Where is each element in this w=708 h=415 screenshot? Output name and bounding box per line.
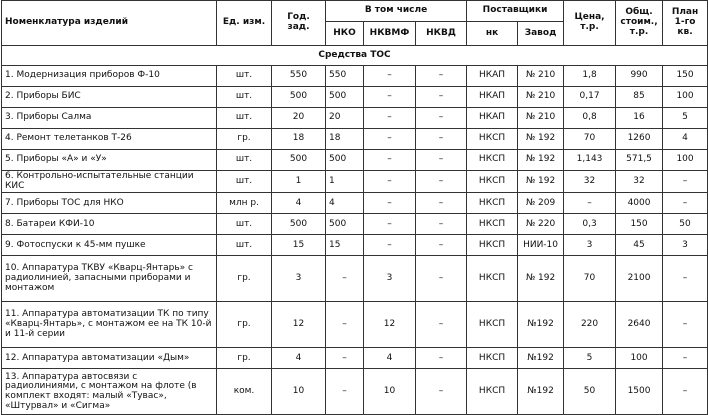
- cell-unit: шт.: [217, 66, 272, 87]
- header-nkvd: НКВД: [416, 22, 467, 46]
- cell-nko: 4: [326, 193, 364, 214]
- cell-nk: НКАП: [467, 87, 518, 108]
- cell-annual: 20: [272, 108, 326, 129]
- header-nk: нк: [467, 22, 518, 46]
- header-nko: НКО: [326, 22, 364, 46]
- cell-plant: № 210: [518, 66, 564, 87]
- cell-annual: 3: [272, 256, 326, 302]
- cell-price: 50: [564, 369, 616, 415]
- cell-total: 2100: [616, 256, 663, 302]
- cell-price: 0,3: [564, 214, 616, 235]
- cell-plan: –: [663, 193, 708, 214]
- header-nkvmf: НКВМФ: [364, 22, 416, 46]
- cell-nkvd: –: [416, 87, 467, 108]
- header-plant: Завод: [518, 22, 564, 46]
- cell-price: 0,8: [564, 108, 616, 129]
- cell-nkvmf: –: [364, 129, 416, 150]
- cell-plant: № 192: [518, 171, 564, 193]
- cell-annual: 4: [272, 193, 326, 214]
- cell-nkvd: –: [416, 129, 467, 150]
- cell-nkvd: –: [416, 108, 467, 129]
- cell-nkvmf: 3: [364, 256, 416, 302]
- cell-nkvd: –: [416, 369, 467, 415]
- cell-nk: НКСП: [467, 129, 518, 150]
- cell-annual: 500: [272, 150, 326, 171]
- cell-nkvmf: –: [364, 171, 416, 193]
- cell-plant: № 210: [518, 87, 564, 108]
- cell-nkvmf: –: [364, 193, 416, 214]
- cell-unit: гр.: [217, 348, 272, 369]
- cell-nko: –: [326, 256, 364, 302]
- cell-nkvd: –: [416, 302, 467, 348]
- cell-price: –: [564, 193, 616, 214]
- cell-nkvmf: –: [364, 87, 416, 108]
- cell-plan: –: [663, 171, 708, 193]
- cell-nk: НКСП: [467, 302, 518, 348]
- cell-nk: НКАП: [467, 108, 518, 129]
- cell-plant: № 192: [518, 129, 564, 150]
- header-price: Цена, т.р.: [564, 1, 616, 46]
- cell-price: 70: [564, 129, 616, 150]
- cell-total: 4000: [616, 193, 663, 214]
- cell-nko: 500: [326, 150, 364, 171]
- cell-price: 32: [564, 171, 616, 193]
- cell-price: 220: [564, 302, 616, 348]
- cell-total: 1500: [616, 369, 663, 415]
- cell-plant: № 210: [518, 108, 564, 129]
- table-row: [2, 369, 708, 415]
- cell-plant: № 192: [518, 150, 564, 171]
- cell-plan: –: [663, 348, 708, 369]
- cell-name: 9. Фотоспуски к 45-мм пушке: [2, 235, 217, 256]
- cell-name: 6. Контрольно-испытательные станции КИС: [2, 171, 217, 193]
- cell-unit: ком.: [217, 369, 272, 415]
- cell-price: 5: [564, 348, 616, 369]
- table-header: [2, 1, 708, 46]
- cell-nkvd: –: [416, 171, 467, 193]
- cell-unit: шт.: [217, 214, 272, 235]
- cell-plant: №192: [518, 302, 564, 348]
- cell-plant: № 192: [518, 256, 564, 302]
- cell-plan: 100: [663, 87, 708, 108]
- cell-price: 0,17: [564, 87, 616, 108]
- cell-nkvd: –: [416, 235, 467, 256]
- cell-name: 12. Аппаратура автоматизации «Дым»: [2, 348, 217, 369]
- cell-price: 3: [564, 235, 616, 256]
- cell-price: 70: [564, 256, 616, 302]
- cell-nkvmf: –: [364, 150, 416, 171]
- cell-total: 2640: [616, 302, 663, 348]
- cell-total: 1260: [616, 129, 663, 150]
- cell-plan: 50: [663, 214, 708, 235]
- cell-nk: НКСП: [467, 369, 518, 415]
- cell-plan: 150: [663, 66, 708, 87]
- cell-nk: НКСП: [467, 171, 518, 193]
- cell-name: 2. Приборы БИС: [2, 87, 217, 108]
- cell-annual: 15: [272, 235, 326, 256]
- cell-total: 32: [616, 171, 663, 193]
- cell-nk: НКСП: [467, 256, 518, 302]
- cell-annual: 10: [272, 369, 326, 415]
- cell-unit: гр.: [217, 302, 272, 348]
- table-row: [2, 302, 708, 348]
- cell-nkvd: –: [416, 193, 467, 214]
- cell-name: 5. Приборы «А» и «У»: [2, 150, 217, 171]
- cell-nkvd: –: [416, 150, 467, 171]
- cell-plan: –: [663, 302, 708, 348]
- cell-nko: 550: [326, 66, 364, 87]
- cell-name: 4. Ремонт телетанков Т-26: [2, 129, 217, 150]
- cell-nkvd: –: [416, 256, 467, 302]
- cell-unit: шт.: [217, 150, 272, 171]
- cell-unit: шт.: [217, 87, 272, 108]
- cell-name: 3. Приборы Салма: [2, 108, 217, 129]
- table-row: [2, 108, 708, 129]
- cell-nko: –: [326, 302, 364, 348]
- cell-total: 85: [616, 87, 663, 108]
- cell-nko: 18: [326, 129, 364, 150]
- cell-unit: млн р.: [217, 193, 272, 214]
- cell-total: 100: [616, 348, 663, 369]
- cell-annual: 18: [272, 129, 326, 150]
- header-unit: Ед. изм.: [217, 1, 272, 46]
- cell-plant: НИИ-10: [518, 235, 564, 256]
- cell-price: 1,8: [564, 66, 616, 87]
- cell-nkvd: –: [416, 214, 467, 235]
- table-body: [2, 46, 708, 415]
- cell-unit: шт.: [217, 171, 272, 193]
- cell-name: 13. Аппаратура автосвязи с радиолиниями, с монтажом на флоте (в комплект входят: малый «Тувас», «Штурвал» и «Сигма»: [2, 369, 217, 415]
- cell-nkvmf: –: [364, 66, 416, 87]
- cell-nko: 500: [326, 214, 364, 235]
- table-row: [2, 348, 708, 369]
- cell-annual: 550: [272, 66, 326, 87]
- cell-annual: 500: [272, 87, 326, 108]
- cell-nkvmf: –: [364, 235, 416, 256]
- cell-plant: № 220: [518, 214, 564, 235]
- cell-plan: 5: [663, 108, 708, 129]
- table-row: [2, 256, 708, 302]
- cell-nk: НКАП: [467, 66, 518, 87]
- cell-nkvd: –: [416, 348, 467, 369]
- header-total: Общ. стоим., т.р.: [616, 1, 663, 46]
- table-row: [2, 214, 708, 235]
- cell-name: 8. Батареи КФИ-10: [2, 214, 217, 235]
- cell-plan: 100: [663, 150, 708, 171]
- tos-table: [1, 0, 708, 415]
- cell-nk: НКСП: [467, 150, 518, 171]
- cell-unit: гр.: [217, 256, 272, 302]
- cell-nk: НКСП: [467, 214, 518, 235]
- cell-total: 571,5: [616, 150, 663, 171]
- cell-total: 16: [616, 108, 663, 129]
- cell-nko: 20: [326, 108, 364, 129]
- cell-name: 11. Аппаратура автоматизации ТК по типу «Кварц-Янтарь», с монтажом ее на ТК 10-й и 11-й серии: [2, 302, 217, 348]
- cell-nkvmf: –: [364, 108, 416, 129]
- cell-plan: –: [663, 369, 708, 415]
- cell-plan: 4: [663, 129, 708, 150]
- cell-annual: 12: [272, 302, 326, 348]
- cell-plant: №192: [518, 369, 564, 415]
- cell-total: 150: [616, 214, 663, 235]
- cell-price: 1,143: [564, 150, 616, 171]
- header-suppliers: Поставщики: [467, 1, 564, 22]
- cell-nk: НКСП: [467, 193, 518, 214]
- table-row: [2, 66, 708, 87]
- cell-annual: 500: [272, 214, 326, 235]
- cell-unit: шт.: [217, 108, 272, 129]
- cell-plan: –: [663, 256, 708, 302]
- cell-plant: №192: [518, 348, 564, 369]
- header-annual: Год. зад.: [272, 1, 326, 46]
- cell-unit: гр.: [217, 129, 272, 150]
- cell-nko: 1: [326, 171, 364, 193]
- cell-nkvmf: 12: [364, 302, 416, 348]
- table-row: [2, 87, 708, 108]
- cell-nko: –: [326, 369, 364, 415]
- cell-name: 10. Аппаратура ТКВУ «Кварц-Янтарь» с радиолинией, запасными приборами и монтажом: [2, 256, 217, 302]
- cell-name: 1. Модернизация приборов Ф-10: [2, 66, 217, 87]
- table-row: [2, 235, 708, 256]
- cell-unit: шт.: [217, 235, 272, 256]
- cell-nko: –: [326, 348, 364, 369]
- cell-annual: 4: [272, 348, 326, 369]
- cell-nkvmf: 4: [364, 348, 416, 369]
- table-row: [2, 171, 708, 193]
- cell-nk: НКСП: [467, 235, 518, 256]
- section-title: Средства ТОС: [2, 46, 708, 66]
- cell-total: 990: [616, 66, 663, 87]
- cell-nkvmf: 10: [364, 369, 416, 415]
- table-row: [2, 129, 708, 150]
- cell-nkvd: –: [416, 66, 467, 87]
- cell-nko: 15: [326, 235, 364, 256]
- cell-nk: НКСП: [467, 348, 518, 369]
- cell-nkvmf: –: [364, 214, 416, 235]
- table-row: [2, 150, 708, 171]
- cell-name: 7. Приборы ТОС для НКО: [2, 193, 217, 214]
- header-plan: План 1-го кв.: [663, 1, 708, 46]
- cell-plan: 3: [663, 235, 708, 256]
- cell-nko: 500: [326, 87, 364, 108]
- cell-plant: № 209: [518, 193, 564, 214]
- header-name: Номенклатура изделий: [2, 1, 217, 46]
- header-incl: В том числе: [326, 1, 467, 22]
- cell-annual: 1: [272, 171, 326, 193]
- cell-total: 45: [616, 235, 663, 256]
- table-row: [2, 193, 708, 214]
